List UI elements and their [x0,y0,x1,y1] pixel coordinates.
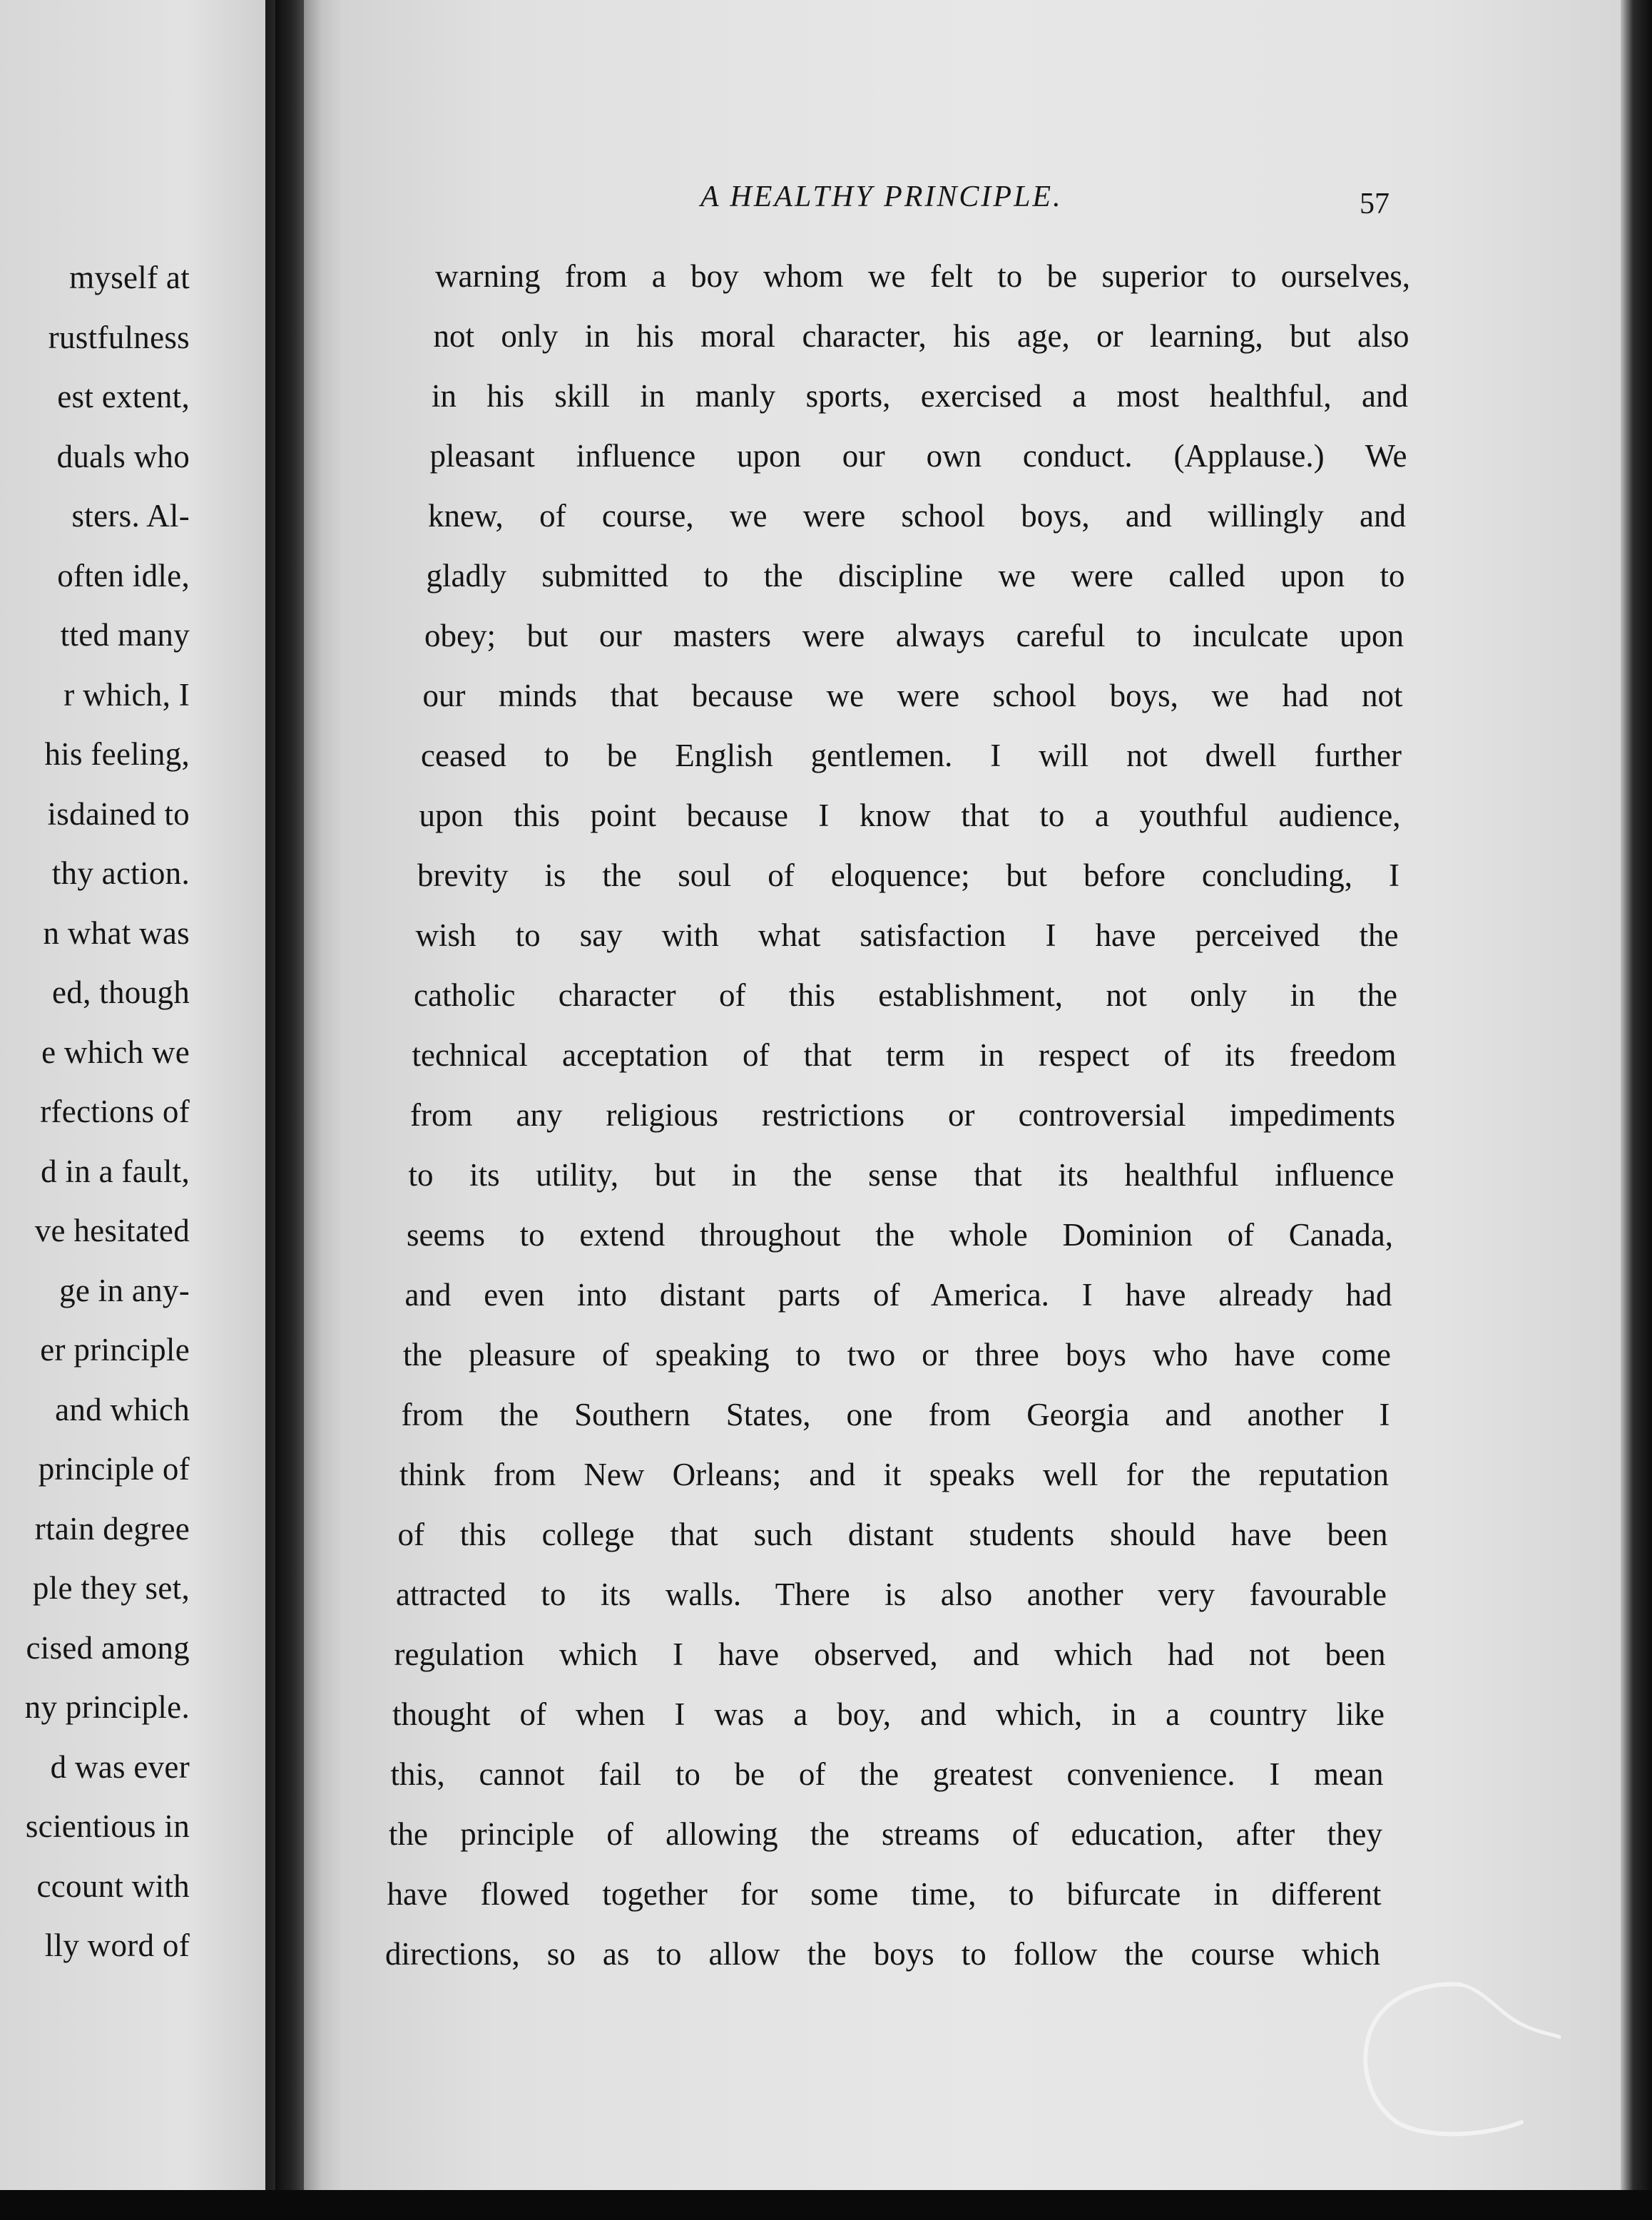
body-line: our minds that because we were school boys, we had not [422,678,1403,713]
body-line: obey; but our masters were always careful to inculcate upon [424,618,1404,653]
left-page-line: tted many [60,617,190,653]
body-line: brevity is the soul of eloquence; but before concluding, I [417,857,1399,893]
body-line: this, cannot fail to be of the greatest convenience. I mean [390,1756,1384,1792]
left-page-line: ed, though [52,974,190,1010]
body-line: the principle of allowing the streams of education, after they [389,1816,1382,1852]
left-page-line: and which [55,1391,190,1427]
body-line: regulation which I have observed, and which had not been [394,1636,1386,1672]
page-edge-shadow [1621,0,1652,2190]
body-line: in his skill in manly sports, exercised a most healthful, and [432,378,1408,414]
body-line: technical acceptation of that term in respect of its freedom [412,1037,1397,1073]
left-page-line: lly word of [44,1928,190,1963]
body-line: catholic character of this establishment, not only in the [414,977,1397,1013]
left-page-line: er principle [40,1332,190,1368]
body-line: to its utility, but in the sense that its healthful influence [408,1157,1394,1193]
right-page [344,0,1621,2190]
gutter-shadow [275,0,304,2190]
body-line: attracted to its walls. There is also another very favourable [396,1577,1387,1612]
left-facing-page [0,0,265,2190]
left-page-line: e which we [41,1034,190,1070]
body-line: of this college that such distant students should have been [397,1517,1388,1552]
left-page-line: isdained to [47,795,190,832]
scan-border [0,2190,1652,2220]
body-line: warning from a boy whom we felt to be superior to ourselves, [435,258,1410,294]
left-page-line: rfections of [40,1094,190,1129]
body-line: and even into distant parts of America. I have already had [404,1277,1392,1313]
left-page-line: rtain degree [34,1510,190,1547]
left-page-line: rustfulness [48,319,190,355]
body-line: knew, of course, we were school boys, and willingly and [428,498,1406,534]
body-line: upon this point because I know that to a youthful audience, [419,798,1401,833]
left-page-line: n what was [43,915,190,951]
left-page-line: ge in any- [59,1272,190,1308]
body-text [344,246,1410,1984]
body-line: directions, so as to allow the boys to follow the course which [385,1936,1380,1972]
body-line: not only in his moral character, his age, or learning, but also [433,318,1409,354]
left-page-line: his feeling, [44,736,190,772]
body-line: think from New Orleans; and it speaks well for the reputation [399,1457,1389,1492]
left-page-line: ccount with [36,1868,190,1904]
body-line: thought of when I was a boy, and which, in a country like [392,1696,1385,1732]
left-page-line: r which, I [63,676,190,713]
left-page-line: sters. Al- [71,498,190,534]
left-page-line: cised among [26,1629,190,1666]
body-line: wish to say with what satisfaction I have perceived the [415,917,1399,953]
body-line: the pleasure of speaking to two or three boys who have come [403,1337,1391,1373]
body-line: ceased to be English gentlemen. I will not dwell further [421,738,1402,773]
left-page-line: est extent, [57,379,190,414]
body-line: from the Southern States, one from Georgia and another I [401,1397,1390,1432]
left-page-line: thy action. [51,855,190,891]
body-line: seems to extend throughout the whole Dominion of Canada, [407,1217,1393,1253]
running-head: A HEALTHY PRINCIPLE. [700,180,1063,213]
page-number: 57 [1360,188,1390,220]
left-page-line: d was ever [50,1748,190,1785]
left-page-line: ve hesitated [34,1213,190,1248]
body-line: gladly submitted to the discipline we were called upon to [426,558,1405,594]
left-page-line: ny principle. [24,1689,190,1725]
body-line: from any religious restrictions or controversial impediments [410,1097,1395,1133]
left-page-text [25,248,190,1976]
left-page-line: often idle, [57,557,190,594]
body-line: have flowed together for some time, to bifurcate in different [387,1876,1382,1912]
pencil-loop-mark [1354,1976,1561,2140]
left-page-line: myself at [69,260,190,295]
body-line: pleasant influence upon our own conduct. (Applause.) We [429,438,1407,474]
left-page-line: principle of [38,1451,190,1487]
left-page-line: duals who [56,438,190,474]
left-page-line: scientious in [25,1808,190,1844]
left-page-line: ple they set, [32,1570,190,1606]
left-page-line: d in a fault, [41,1153,190,1189]
